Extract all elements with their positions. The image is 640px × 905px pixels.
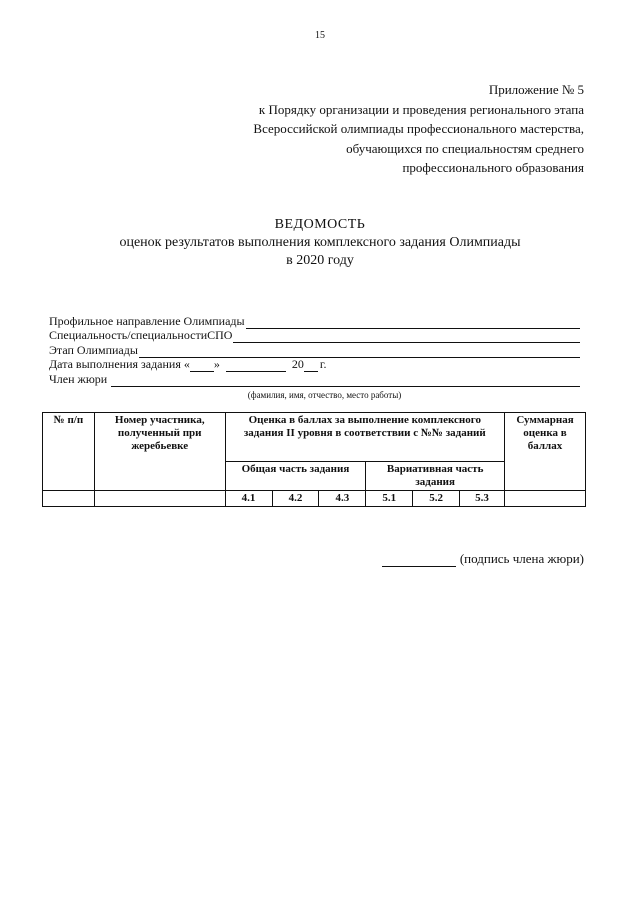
task-5-1: 5.1 <box>366 491 413 507</box>
date-year-prefix: 20 <box>291 357 304 371</box>
cell-number[interactable] <box>43 491 95 507</box>
signature-block <box>382 551 584 567</box>
profile-label: Профильное направление Олимпиады <box>49 313 245 328</box>
date-label: Дата выполнения задания « <box>49 357 190 371</box>
date-field <box>49 358 580 373</box>
task-4-1: 4.1 <box>225 491 272 507</box>
profile-field <box>49 314 580 329</box>
task-4-3: 4.3 <box>319 491 366 507</box>
appendix-line: профессионального образования <box>402 160 584 175</box>
header-total: Суммарная оценка в баллах <box>505 413 586 491</box>
table-row <box>43 491 586 507</box>
specialty-label: Специальность/специальностиСПО <box>49 328 233 342</box>
header-general-part: Общая часть задания <box>225 462 366 491</box>
header-score: Оценка в баллах за выполнение комплексного задания II уровня в соответствии с №№ заданий <box>225 413 504 462</box>
stage-input-line[interactable] <box>139 346 580 358</box>
date-close-quote: » <box>213 357 220 371</box>
cell-participant[interactable] <box>94 491 225 507</box>
specialty-field <box>49 329 580 344</box>
form-fields <box>49 314 580 400</box>
title-year: в 2020 году <box>286 253 354 268</box>
task-5-3: 5.3 <box>460 491 505 507</box>
signature-line[interactable] <box>382 553 456 567</box>
specialty-input-line[interactable] <box>233 331 580 343</box>
task-4-2: 4.2 <box>272 491 319 507</box>
header-variative-part: Вариативная часть задания <box>366 462 505 491</box>
appendix-line: к Порядку организации и проведения регионального этапа <box>258 101 584 117</box>
date-day-line[interactable] <box>190 360 214 372</box>
stage-field <box>49 343 580 358</box>
page-number: 15 <box>315 30 325 41</box>
profile-input-line[interactable] <box>246 317 580 329</box>
stage-label: Этап Олимпиады <box>49 342 138 357</box>
date-year-line[interactable] <box>304 360 318 372</box>
signature-label: (подпись члена жюри) <box>459 551 584 566</box>
header-participant: Номер участника, полученный при жеребьевке <box>94 413 225 491</box>
jury-input-line[interactable] <box>111 375 580 387</box>
appendix-line: обучающихся по специальностям среднего <box>346 140 584 156</box>
appendix-line: Всероссийской олимпиады профессионального мастерства, <box>253 121 584 136</box>
jury-note: (фамилия, имя, отчество, место работы) <box>247 389 402 400</box>
appendix-header <box>253 80 584 178</box>
date-suffix: г. <box>319 357 327 371</box>
title-subheading: оценок результатов выполнения комплексного задания Олимпиады <box>119 235 521 250</box>
task-5-2: 5.2 <box>413 491 460 507</box>
jury-field <box>49 372 580 387</box>
date-month-line[interactable] <box>226 360 286 372</box>
cell-total[interactable] <box>505 491 586 507</box>
header-number: № п/п <box>43 413 95 491</box>
title-heading: ВЕДОМОСТЬ <box>274 217 366 232</box>
document-title <box>0 216 640 270</box>
jury-label: Член жюри <box>49 371 108 386</box>
appendix-number: Приложение № 5 <box>488 82 584 97</box>
scores-table <box>42 412 586 507</box>
